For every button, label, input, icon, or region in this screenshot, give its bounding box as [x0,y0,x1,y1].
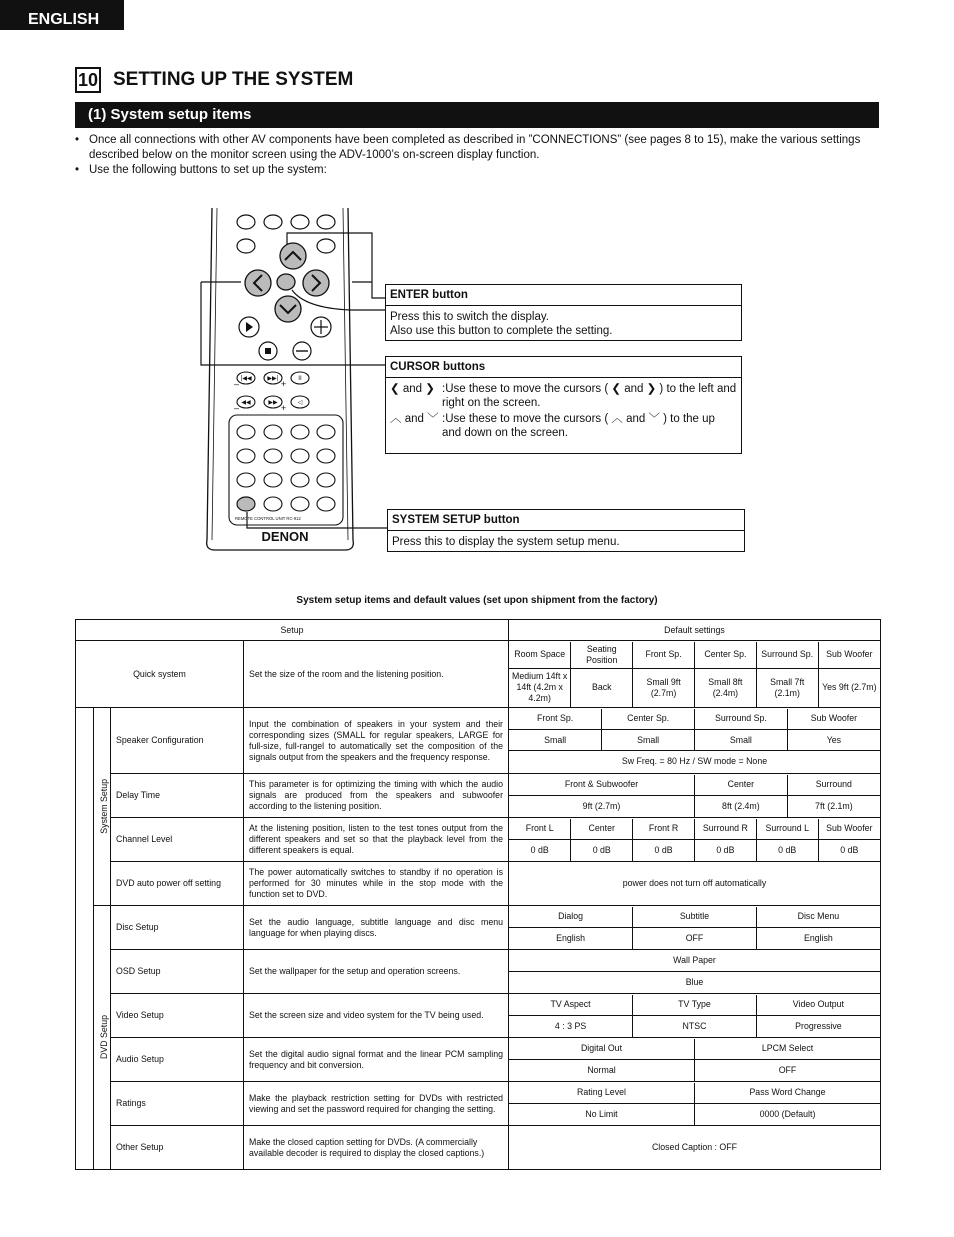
table-row [76,818,881,862]
language-tab: ENGLISH [0,0,124,30]
remote-minus: – [234,379,240,389]
svg-text:|◀◀: |◀◀ [240,375,252,382]
cursor-box-title: CURSOR buttons [386,357,741,378]
value-cell: Closed Caption : OFF [509,1126,881,1170]
item-desc: The power automatically switches to standby if no operation is performed for 30 minutes while in the stop mode with the function set to DVD. [244,862,509,906]
item-desc: Input the combination of speakers in your system and their corresponding sizes (SMALL for regular speakers, LARGE for full-size, full-rangel to automatically set the composition of the signals output from the speakers and the frequency response. [244,708,509,774]
value-cell: Sw Freq. = 80 Hz / SW mode = None [509,751,880,773]
value-cell: 9ft (2.7m) [509,796,695,817]
value-header: Video Output [792,999,844,1010]
value-header: Center [695,775,788,796]
value-header: Sub Woofer [826,649,873,660]
remote-minus: – [234,403,240,413]
cursor-ud-text: :Use these to move the cursors ( ︿ and ﹀ ) to the up and down on the screen. [442,413,715,439]
bullet-item: • Use the following buttons to set up the system: [75,164,327,176]
value-cell: English [756,928,880,949]
group-spacer [76,708,94,1170]
table-row [76,950,881,994]
enter-box-line: Also use this button to complete the setting. [390,325,613,337]
table-row [76,862,881,906]
cursor-ud-and: and [404,413,424,425]
cursor-buttons-box: CURSOR buttons ❮ and ❯ :Use these to move the cursors ( ❮ and ❯ ) to the left and right on the screen. ︿ and ﹀ :Use these to move the cursors ( ︿ and ﹀ ) to the up and down on the screen. [385,356,742,454]
value-cell: 0 dB [818,840,880,861]
value-header: Surround R [694,819,756,840]
value-header: Rating Level [509,1083,695,1104]
value-cell: Small 7ft (2.1m) [756,669,818,707]
table-header-row [76,620,881,641]
table-row [76,774,881,818]
item-desc: Set the digital audio signal format and the linear PCM sampling frequency and bit conversion. [244,1038,509,1082]
item-name: Speaker Configuration [111,708,244,774]
value-cell: 0000 (Default) [695,1104,881,1125]
value-header: Front R [633,819,695,840]
item-desc: Set the wallpaper for the setup and operation screens. [244,950,509,994]
value-cell: Small 9ft (2.7m) [633,669,695,707]
header-default: Default settings [509,620,881,641]
value-header: Center Sp. [694,642,756,669]
value-cell: 0 dB [694,840,756,861]
cursor-lr-and: and [402,383,423,395]
value-header: Surround L [756,819,818,840]
value-header: Sub Woofer [826,823,873,834]
value-header: Disc Menu [797,911,840,922]
item-desc: At the listening position, listen to the test tones output from the different speakers and set so that the playback level from the different speakers is equal. [244,818,509,862]
value-header: Front Sp. [633,642,695,669]
item-name: Other Setup [111,1126,244,1170]
bullet-text: Use the following buttons to set up the system: [89,164,327,176]
value-cell: Medium 14ft x 14ft (4.2m x 4.2m) [509,669,571,707]
value-cell: Small 8ft (2.4m) [694,669,756,707]
system-setup-button-box [387,509,745,552]
item-name: Ratings [111,1082,244,1126]
item-name: Disc Setup [111,906,244,950]
section-heading: SETTING UP THE SYSTEM [113,69,354,90]
item-desc: Set the screen size and video system for the TV being used. [244,994,509,1038]
section-number: 10 [75,67,101,93]
table-row [76,708,881,774]
value-header: Dialog [509,907,633,928]
value-cell: Yes 9ft (2.7m) [818,669,880,707]
value-cell: Small [602,730,695,751]
item-desc: This parameter is for optimizing the timing with which the audio signals are produced from the speakers and subwoofer according to the listening position. [244,774,509,818]
item-name: Channel Level [111,818,244,862]
value-header: Pass Word Change [749,1087,826,1098]
enter-box-title: ENTER button [386,285,741,306]
item-name: Video Setup [111,994,244,1038]
value-header: TV Type [633,995,757,1016]
value-cell: Blue [509,972,880,993]
value-header: Sub Woofer [810,713,858,724]
bullet-text: Once all connections with other AV components have been completed as described in ”CONNECTIONS” (see pages 8 to 15), make the various settings described below on the monitor screen using the ADV-1000’s on-screen display function. [89,134,861,161]
setup-box-text: Press this to display the system setup menu. [392,536,620,548]
item-desc: Make the playback restriction setting for DVDs with restricted viewing and set the password required for changing the setting. [244,1082,509,1126]
value-cell: OFF [695,1060,881,1081]
table-row [76,641,881,708]
cursor-lr-text: :Use these to move the cursors ( ❮ and ❯ ) to the left and right on the screen. [442,383,737,409]
item-name: Audio Setup [111,1038,244,1082]
svg-text:◁: ◁ [297,399,303,406]
value-header: Front Sp. [509,709,602,730]
setup-box-title: SYSTEM SETUP button [388,510,744,531]
value-cell: 4 : 3 PS [509,1016,633,1037]
remote-plus: + [281,403,287,413]
value-header: TV Aspect [509,995,633,1016]
table-row [76,906,881,950]
table-row [76,994,881,1038]
value-header: Digital Out [509,1039,695,1060]
value-header: Wall Paper [673,955,716,966]
value-cell: Normal [509,1060,695,1081]
item-name: Quick system [76,641,244,708]
value-header: Seating Position [571,642,633,669]
value-header: Room Space [509,642,571,669]
item-name: DVD auto power off setting [111,862,244,906]
value-cell: Progressive [756,1016,880,1037]
remote-model-label: REMOTE CONTROL UNIT RC-912 [235,516,301,521]
value-header: Surround Sp. [756,642,818,669]
bullet-item: • Once all connections with other AV components have been completed as described in ”CONNECTIONS” (see pages 8 to 15), make the various settings described below on the monitor screen using the ADV-1000’s on-screen display function. [75,133,883,163]
item-desc: Make the closed caption setting for DVDs. (A commercially available decoder is required to display the closed captions.) [244,1126,509,1170]
value-header: LPCM Select [761,1043,814,1054]
remote-plus: + [281,379,287,389]
svg-text:▶▶: ▶▶ [268,399,278,406]
value-header: Center Sp. [602,709,695,730]
value-header: Subtitle [633,907,757,928]
value-cell: English [509,928,633,949]
denon-logo: DENON [261,529,309,544]
value-cell: 8ft (2.4m) [695,796,788,817]
setup-table [75,619,881,1170]
value-header: Front & Subwoofer [509,775,695,796]
svg-text:◀◀: ◀◀ [241,399,251,406]
table-row [76,1038,881,1082]
table-row [76,1082,881,1126]
value-cell: No Limit [509,1104,695,1125]
table-caption: System setup items and default values (set upon shipment from the factory) [296,595,658,606]
item-name: Delay Time [111,774,244,818]
value-header: Surround [815,779,852,790]
value-cell: power does not turn off automatically [509,862,881,906]
group-label-dvd: DVD Setup [94,906,111,1170]
table-row [76,1126,881,1170]
value-cell: 0 dB [509,840,571,861]
value-cell: Yes [787,730,880,751]
value-cell: 0 dB [571,840,633,861]
value-header: Center [571,819,633,840]
header-setup: Setup [76,620,509,641]
item-name: OSD Setup [111,950,244,994]
item-desc: Set the audio language, subtitle language and disc menu language for when playing discs. [244,906,509,950]
value-header: Surround Sp. [695,709,788,730]
item-desc: Set the size of the room and the listening position. [244,641,509,708]
svg-text:II: II [298,375,302,382]
enter-button-box [385,284,742,341]
value-cell: 0 dB [633,840,695,861]
value-header: Front L [509,819,571,840]
svg-text:▶▶|: ▶▶| [267,375,279,382]
value-cell: 0 dB [756,840,818,861]
subsection-bar: (1) System setup items [75,102,879,128]
value-cell: NTSC [633,1016,757,1037]
group-label-system: System Setup [94,708,111,906]
value-cell: 7ft (2.1m) [787,796,880,817]
value-cell: Small [695,730,788,751]
value-cell: Back [571,669,633,707]
value-cell: Small [509,730,602,751]
value-cell: OFF [633,928,757,949]
enter-box-line: Press this to switch the display. [390,311,549,323]
